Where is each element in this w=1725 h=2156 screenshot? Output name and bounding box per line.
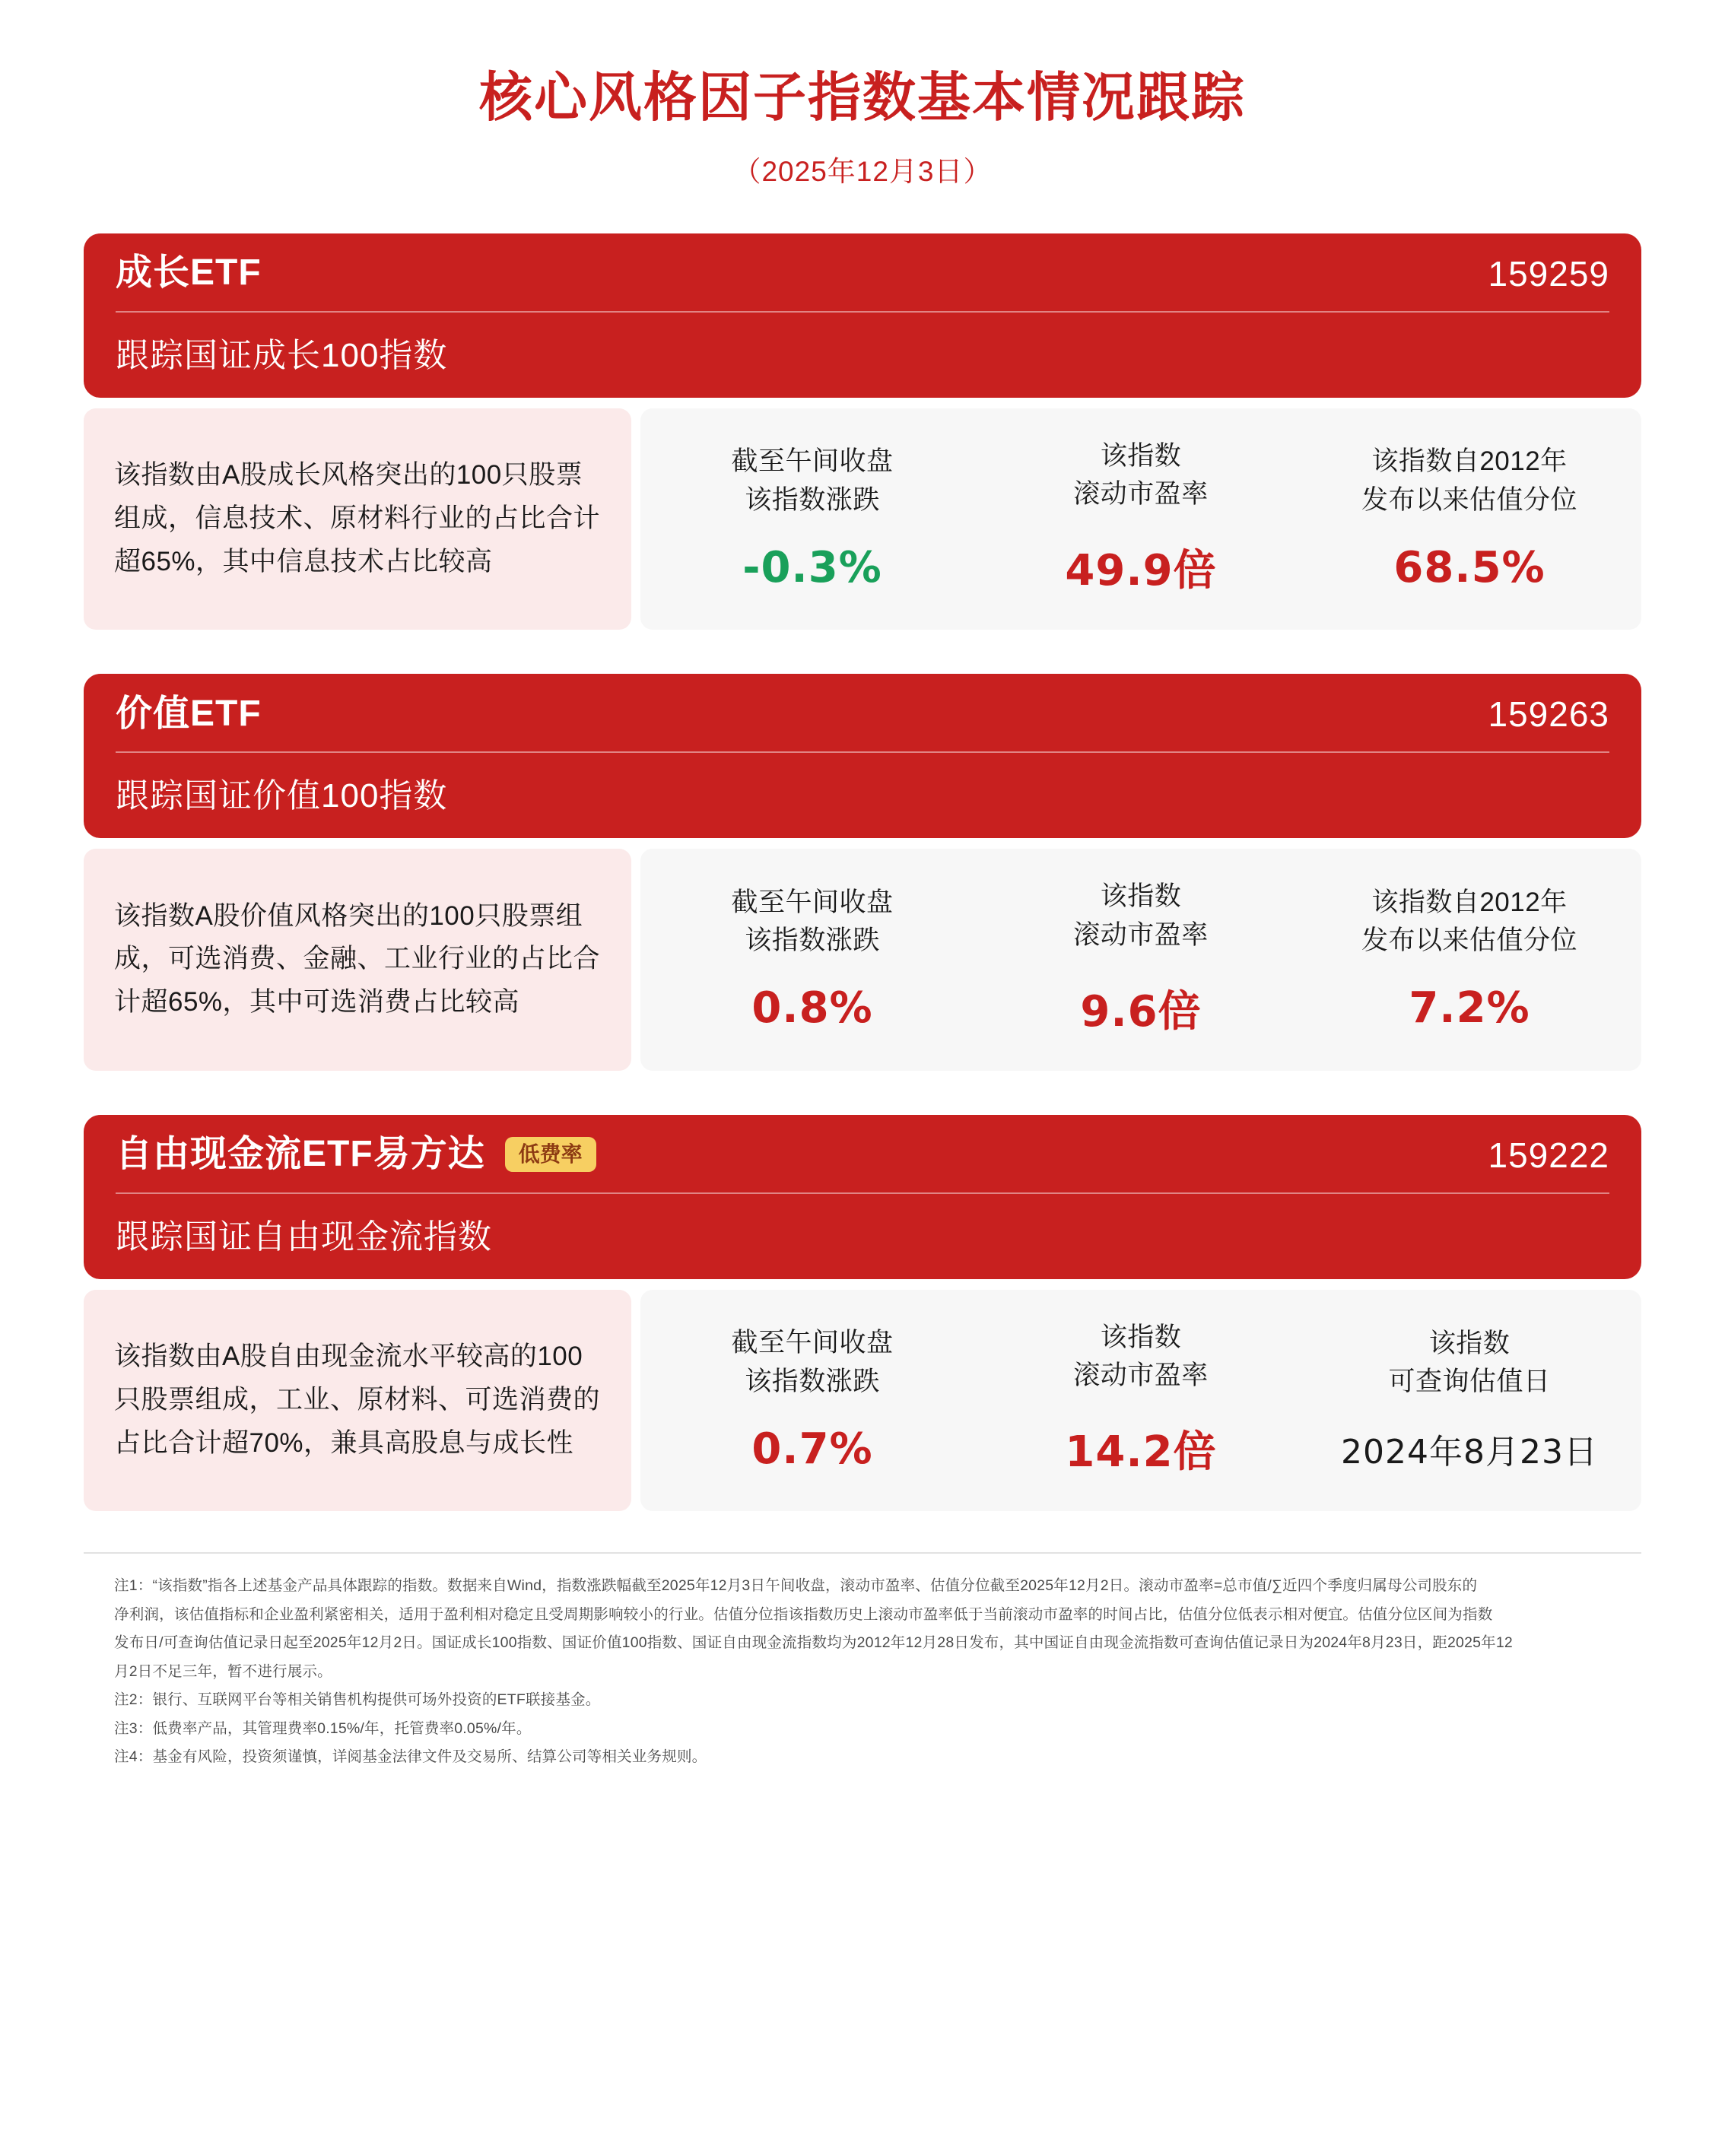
page-title: 核心风格因子指数基本情况跟踪 [479,68,1246,127]
etf-tracking-index: 跟踪国证自由现金流指数 [116,1218,492,1256]
footnotes [84,1552,1641,1770]
etf-code: 159263 [1488,694,1609,734]
stat-value: 0.7% [751,1424,873,1474]
card-header [84,1115,1641,1279]
card-header-top [116,253,1609,313]
stat-label-line2: 滚动市盈率 [1073,919,1209,950]
etf-code: 159222 [1488,1135,1609,1175]
stat-label-line2: 发布以来估值分位 [1361,926,1577,956]
stat-value: 9.6倍 [1080,986,1202,1037]
footnote-line: 注3：低费率产品，其管理费率0.15%/年，托管费率0.05%/年。 [114,1719,532,1737]
card-body [84,408,1641,630]
etf-card-value [84,674,1641,1071]
stat-label-line2: 可查询估值日 [1388,1367,1551,1397]
stat-valuation-percentile [1305,443,1634,592]
etf-description: 该指数A股价值风格突出的100只股票组成，可选消费、金融、工业行业的占比合计超65%，其中可选消费占比较高 [84,849,631,1071]
stat-label-line1: 该指数 [1100,440,1182,471]
stat-pe [977,1319,1305,1480]
stat-label-line1: 该指数 [1100,1322,1182,1352]
card-body [84,849,1641,1071]
stat-label-line1: 截至午间收盘 [731,887,894,917]
footnote-line: 净利润，该估值指标和企业盈利紧密相关，适用于盈利相对稳定且受周期影响较小的行业。估值分位指该指数历史上滚动市盈率低于当前滚动市盈率的时间占比，估值分位低表示相对便宜。估值分位区间为指数 [114,1605,1493,1623]
card-body [84,1290,1641,1512]
stat-value: 0.8% [751,983,873,1033]
stat-label-line1: 该指数 [1100,881,1182,911]
stat-valuation-percentile [1305,884,1634,1034]
stat-value: 68.5% [1393,542,1546,592]
card-header-top [116,694,1609,753]
etf-card-free-cash-flow [84,1115,1641,1512]
etf-tracking-index: 跟踪国证价值100指数 [116,777,448,814]
card-title-wrap [116,253,262,294]
card-header-top [116,1135,1609,1194]
stat-value: 49.9倍 [1065,546,1217,595]
stats-row [640,408,1641,630]
etf-description: 该指数由A股自由现金流水平较高的100只股票组成，工业、原材料、可选消费的占比合计超70%，兼具高股息与成长性 [84,1290,631,1512]
stat-label-line1: 截至午间收盘 [731,1328,894,1357]
card-header [84,233,1641,398]
stat-value: -0.3% [742,542,882,592]
stat-value: 14.2倍 [1065,1427,1217,1477]
etf-tracking-index: 跟踪国证成长100指数 [116,336,448,374]
card-title-wrap [116,1135,596,1175]
stats-row [640,1290,1641,1512]
stats-row [640,849,1641,1071]
stat-label-line1: 该指数自2012年 [1371,887,1568,917]
card-title-wrap [116,694,262,735]
etf-card-growth [84,233,1641,630]
stat-label-line2: 滚动市盈率 [1073,1361,1209,1391]
stat-label-line1: 该指数自2012年 [1371,446,1568,476]
footnote-line: 注2：银行、互联网平台等相关销售机构提供可场外投资的ETF联接基金。 [114,1691,601,1709]
page-subtitle: （2025年12月3日） [732,155,993,187]
etf-name: 自由现金流ETF易方达 [116,1134,485,1175]
stat-pe [977,437,1305,599]
etf-name: 成长ETF [116,252,262,294]
stat-label-line2: 该指数涨跌 [745,484,880,515]
stat-change [648,1324,977,1474]
stat-label-line2: 该指数涨跌 [745,926,880,956]
stat-label-line2: 滚动市盈率 [1073,479,1209,510]
low-fee-badge: 低费率 [505,1137,596,1172]
stat-valuation-date [1305,1325,1634,1474]
etf-name: 价值ETF [116,693,262,734]
page-header [84,0,1641,189]
stat-change [648,443,977,592]
stat-pe [977,878,1305,1039]
footnote-line: 注1：“该指数”指各上述基金产品具体跟踪的指数。数据来自Wind，指数涨跌幅截至2025年12月3日午间收盘，滚动市盈率、估值分位截至2025年12月2日。滚动市盈率=总市值/∑近四个季度归属母公司股东的 [114,1577,1478,1594]
etf-code: 159259 [1488,253,1609,294]
card-header [84,674,1641,838]
stat-value: 2024年8月23日 [1341,1433,1598,1472]
etf-description: 该指数由A股成长风格突出的100只股票组成，信息技术、原材料行业的占比合计超65%，其中信息技术占比较高 [84,408,631,630]
stat-label-line1: 截至午间收盘 [731,446,894,476]
stat-change [648,884,977,1034]
stat-value: 7.2% [1409,983,1530,1033]
footnote-line: 月2日不足三年，暂不进行展示。 [114,1662,332,1680]
stat-label-line1: 该指数 [1428,1328,1511,1358]
stat-label-line2: 该指数涨跌 [745,1366,880,1396]
stat-label-line2: 发布以来估值分位 [1361,484,1577,515]
footnote-line: 注4：基金有风险，投资须谨慎，详阅基金法律文件及交易所、结算公司等相关业务规则。 [114,1748,707,1766]
footnote-line: 发布日/可查询估值记录日起至2025年12月2日。国证成长100指数、国证价值100指数、国证自由现金流指数均为2012年12月28日发布，其中国证自由现金流指数可查询估值记录日为2024年8月23日，距2025年12 [114,1634,1513,1652]
